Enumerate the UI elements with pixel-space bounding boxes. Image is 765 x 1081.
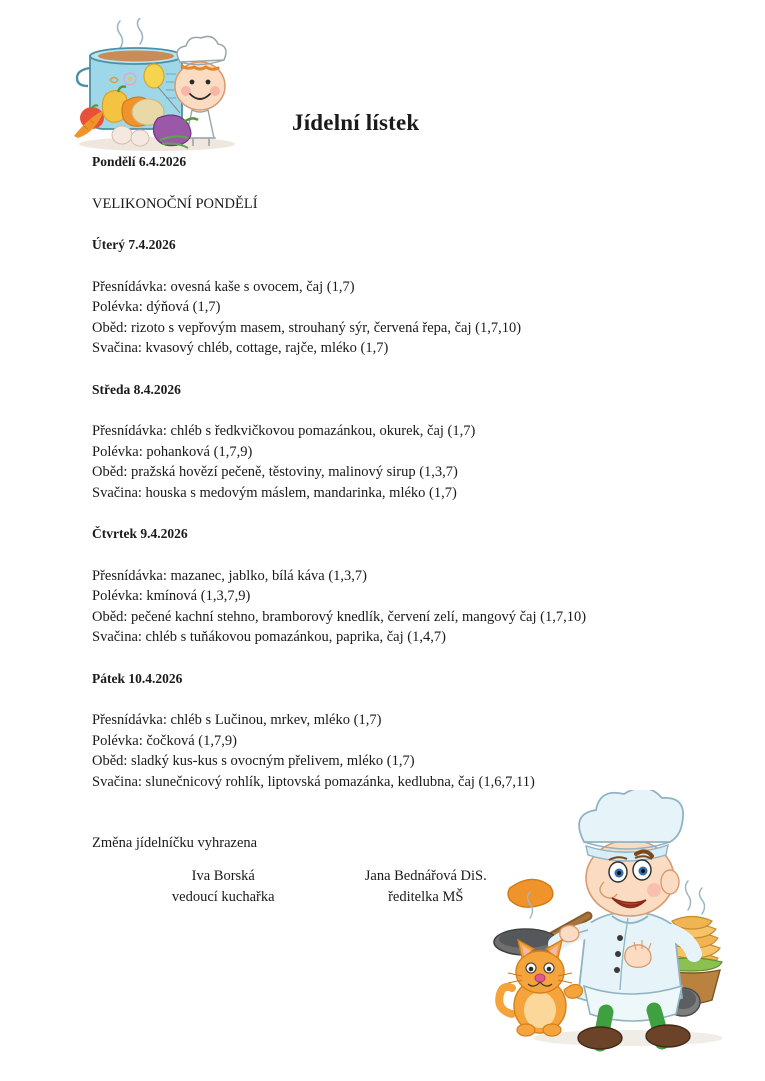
meal-line: Polévka: dýňová (1,7) (92, 299, 221, 315)
meal-line: Svačina: kvasový chléb, cottage, rajče, mléko (1,7) (92, 340, 389, 356)
closing-note: Změna jídelníčku vyhrazena (92, 835, 258, 851)
signature-name: Iva Borská (191, 868, 255, 884)
day-heading-wednesday: Středa 8.4.2026 (92, 381, 181, 397)
meal-line: Polévka: pohanková (1,7,9) (92, 443, 253, 460)
signature-block (92, 866, 512, 907)
meal-line: Přesnídávka: ovesná kaše s ovocem, čaj (1,7) (92, 278, 355, 295)
meal-line: Polévka: kmínová (1,3,7,9) (92, 588, 251, 604)
meal-line: Oběd: rizoto s vepřovým masem, strouhaný sýr, červená řepa, čaj (1,7,10) (92, 319, 522, 336)
signature-name: Jana Bednářová DiS. (364, 868, 487, 884)
meal-line: Svačina: chléb s tuňákovou pomazánkou, paprika, čaj (1,4,7) (92, 629, 446, 645)
chef-illustration (478, 790, 765, 1052)
signature-role: ředitelka MŠ (388, 888, 464, 905)
document-header (0, 18, 765, 158)
day-note-monday: VELIKONOČNÍ PONDĚLÍ (92, 195, 258, 212)
day-heading-tuesday: Úterý 7.4.2026 (92, 237, 176, 252)
meal-line: Svačina: slunečnicový rohlík, liptovská pomazánka, kedlubna, čaj (1,6,7,11) (92, 773, 535, 790)
signature-role: vedoucí kuchařka (171, 888, 275, 905)
day-heading-friday: Pátek 10.4.2026 (92, 670, 183, 686)
meal-line: Polévka: čočková (1,7,9) (92, 732, 237, 749)
meal-line: Přesnídávka: mazanec, jablko, bílá káva (1,3,7) (92, 567, 367, 584)
day-heading-thursday: Čtvrtek 9.4.2026 (92, 526, 188, 541)
menu-content (92, 152, 692, 854)
day-heading-monday: Pondělí 6.4.2026 (92, 154, 187, 169)
meal-line: Svačina: houska s medovým máslem, mandarinka, mléko (1,7) (92, 484, 457, 501)
meal-line: Přesnídávka: chléb s Lučinou, mrkev, mléko (1,7) (92, 712, 382, 728)
meal-line: Oběd: pečené kachní stehno, bramborový knedlík, červení zelí, mangový čaj (1,7,10) (92, 608, 587, 625)
signature-head-cook (137, 866, 310, 907)
meal-line: Oběd: sladký kus-kus s ovocným přelivem, mléko (1,7) (92, 753, 415, 769)
soup-pot-illustration (62, 18, 252, 154)
meal-line: Přesnídávka: chléb s ředkvičkovou pomazánkou, okurek, čaj (1,7) (92, 423, 476, 439)
page-title: Jídelní lístek (292, 110, 420, 135)
meal-line: Oběd: pražská hovězí pečeně, těstoviny, malinový sirup (1,3,7) (92, 464, 458, 480)
